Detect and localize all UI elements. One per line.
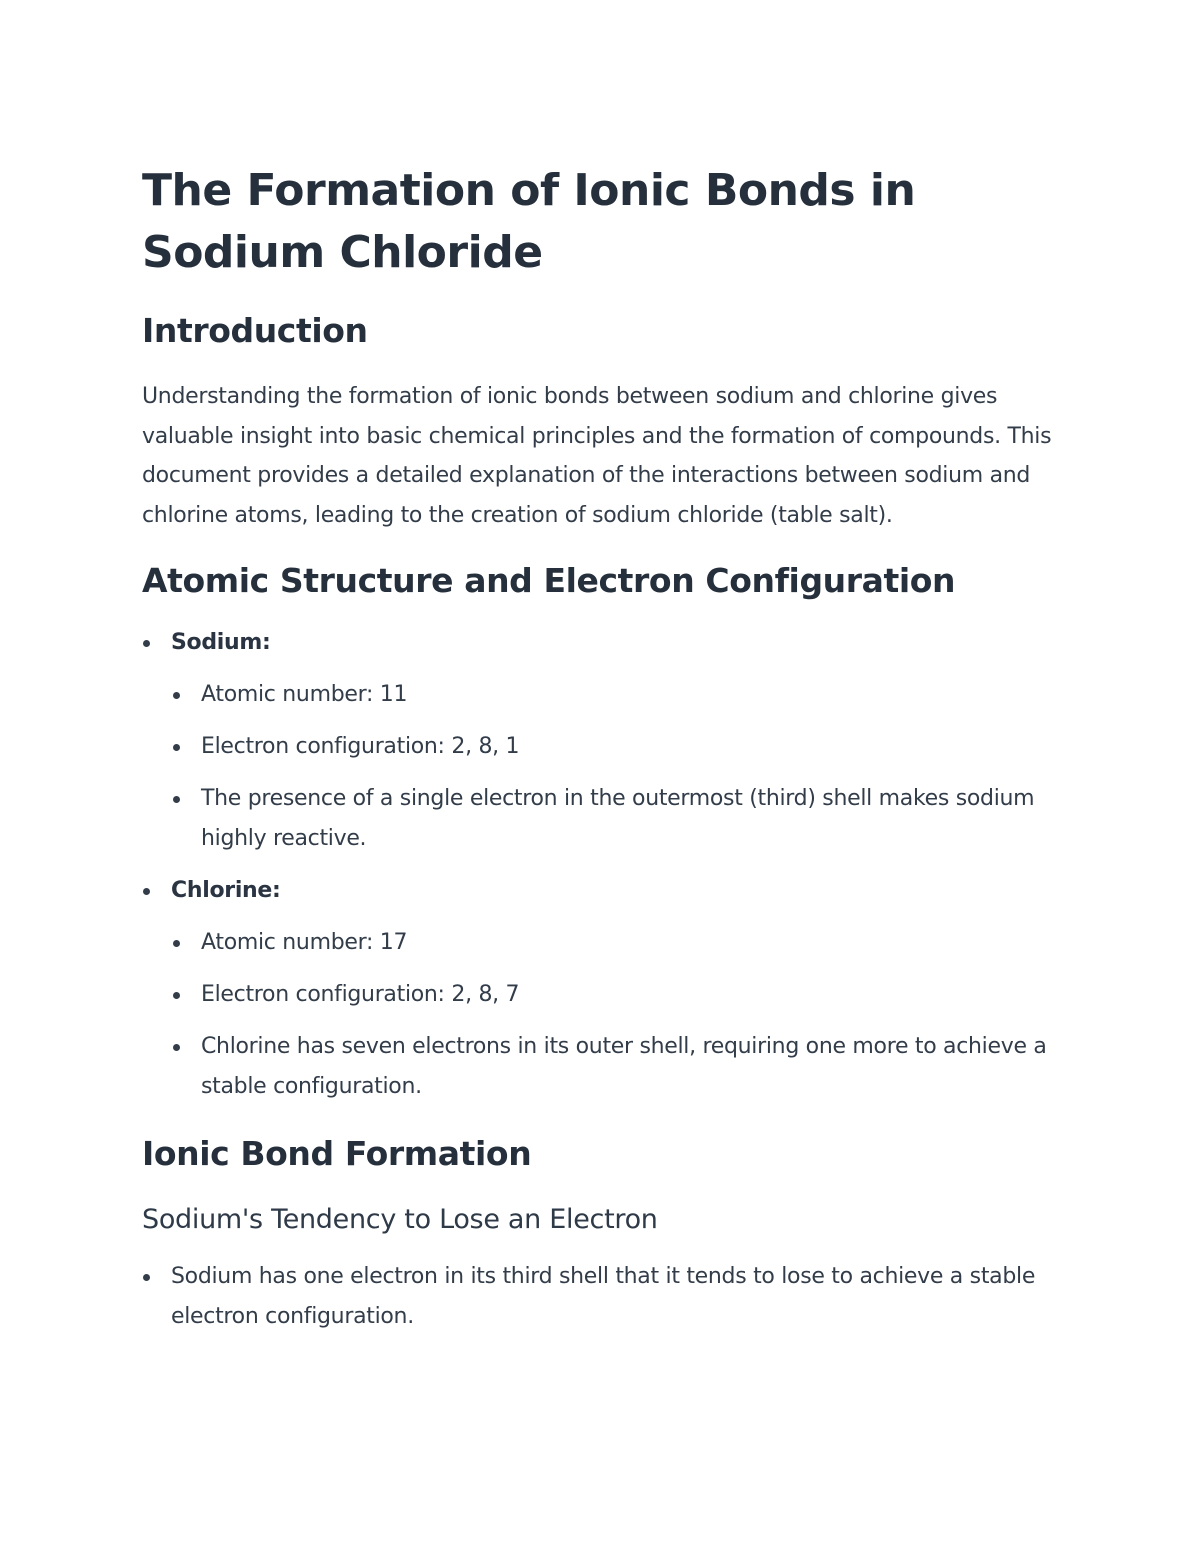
list-item-sodium xyxy=(142,623,1062,663)
sodium-reactivity-note: The presence of a single electron in the outermost (third) shell makes sodium highly reactive. xyxy=(201,786,1035,851)
introduction-heading: Introduction xyxy=(142,311,368,350)
document-page xyxy=(142,160,1062,1337)
sodium-tendency-subheading: Sodium's Tendency to Lose an Electron xyxy=(142,1204,658,1235)
chlorine-atomic-number: Atomic number: 17 xyxy=(201,930,408,955)
chlorine-stability-note: Chlorine has seven electrons in its outer shell, requiring one more to achieve a stable configuration. xyxy=(201,1034,1047,1099)
sodium-atomic-number: Atomic number: 11 xyxy=(201,682,408,707)
list-item-chlorine xyxy=(142,871,1062,911)
list-item xyxy=(142,923,1062,963)
sodium-label: Sodium: xyxy=(171,630,271,655)
chlorine-label: Chlorine: xyxy=(171,878,281,903)
list-item xyxy=(142,675,1062,715)
sodium-electron-loss-note: Sodium has one electron in its third shell that it tends to lose to achieve a stable electron configuration. xyxy=(171,1264,1036,1329)
atomic-structure-heading: Atomic Structure and Electron Configuration xyxy=(142,561,956,600)
list-item xyxy=(142,779,1062,859)
chlorine-electron-configuration: Electron configuration: 2, 8, 7 xyxy=(201,982,520,1007)
list-item xyxy=(142,975,1062,1015)
list-item xyxy=(142,727,1062,767)
element-list xyxy=(142,623,1062,1107)
list-item xyxy=(142,1257,1062,1337)
introduction-paragraph: Understanding the formation of ionic bonds between sodium and chlorine gives valuable insight into basic chemical principles and the formation of compounds. This document provides a detailed explanation of the interactions between sodium and chlorine atoms, leading to the creation of sodium chloride (table salt). xyxy=(142,384,1052,528)
list-item xyxy=(142,1027,1062,1107)
ionic-bond-heading: Ionic Bond Formation xyxy=(142,1134,532,1173)
sodium-electron-configuration: Electron configuration: 2, 8, 1 xyxy=(201,734,520,759)
document-title: The Formation of Ionic Bonds in Sodium Chloride xyxy=(142,165,916,278)
ionic-bond-list xyxy=(142,1257,1062,1337)
